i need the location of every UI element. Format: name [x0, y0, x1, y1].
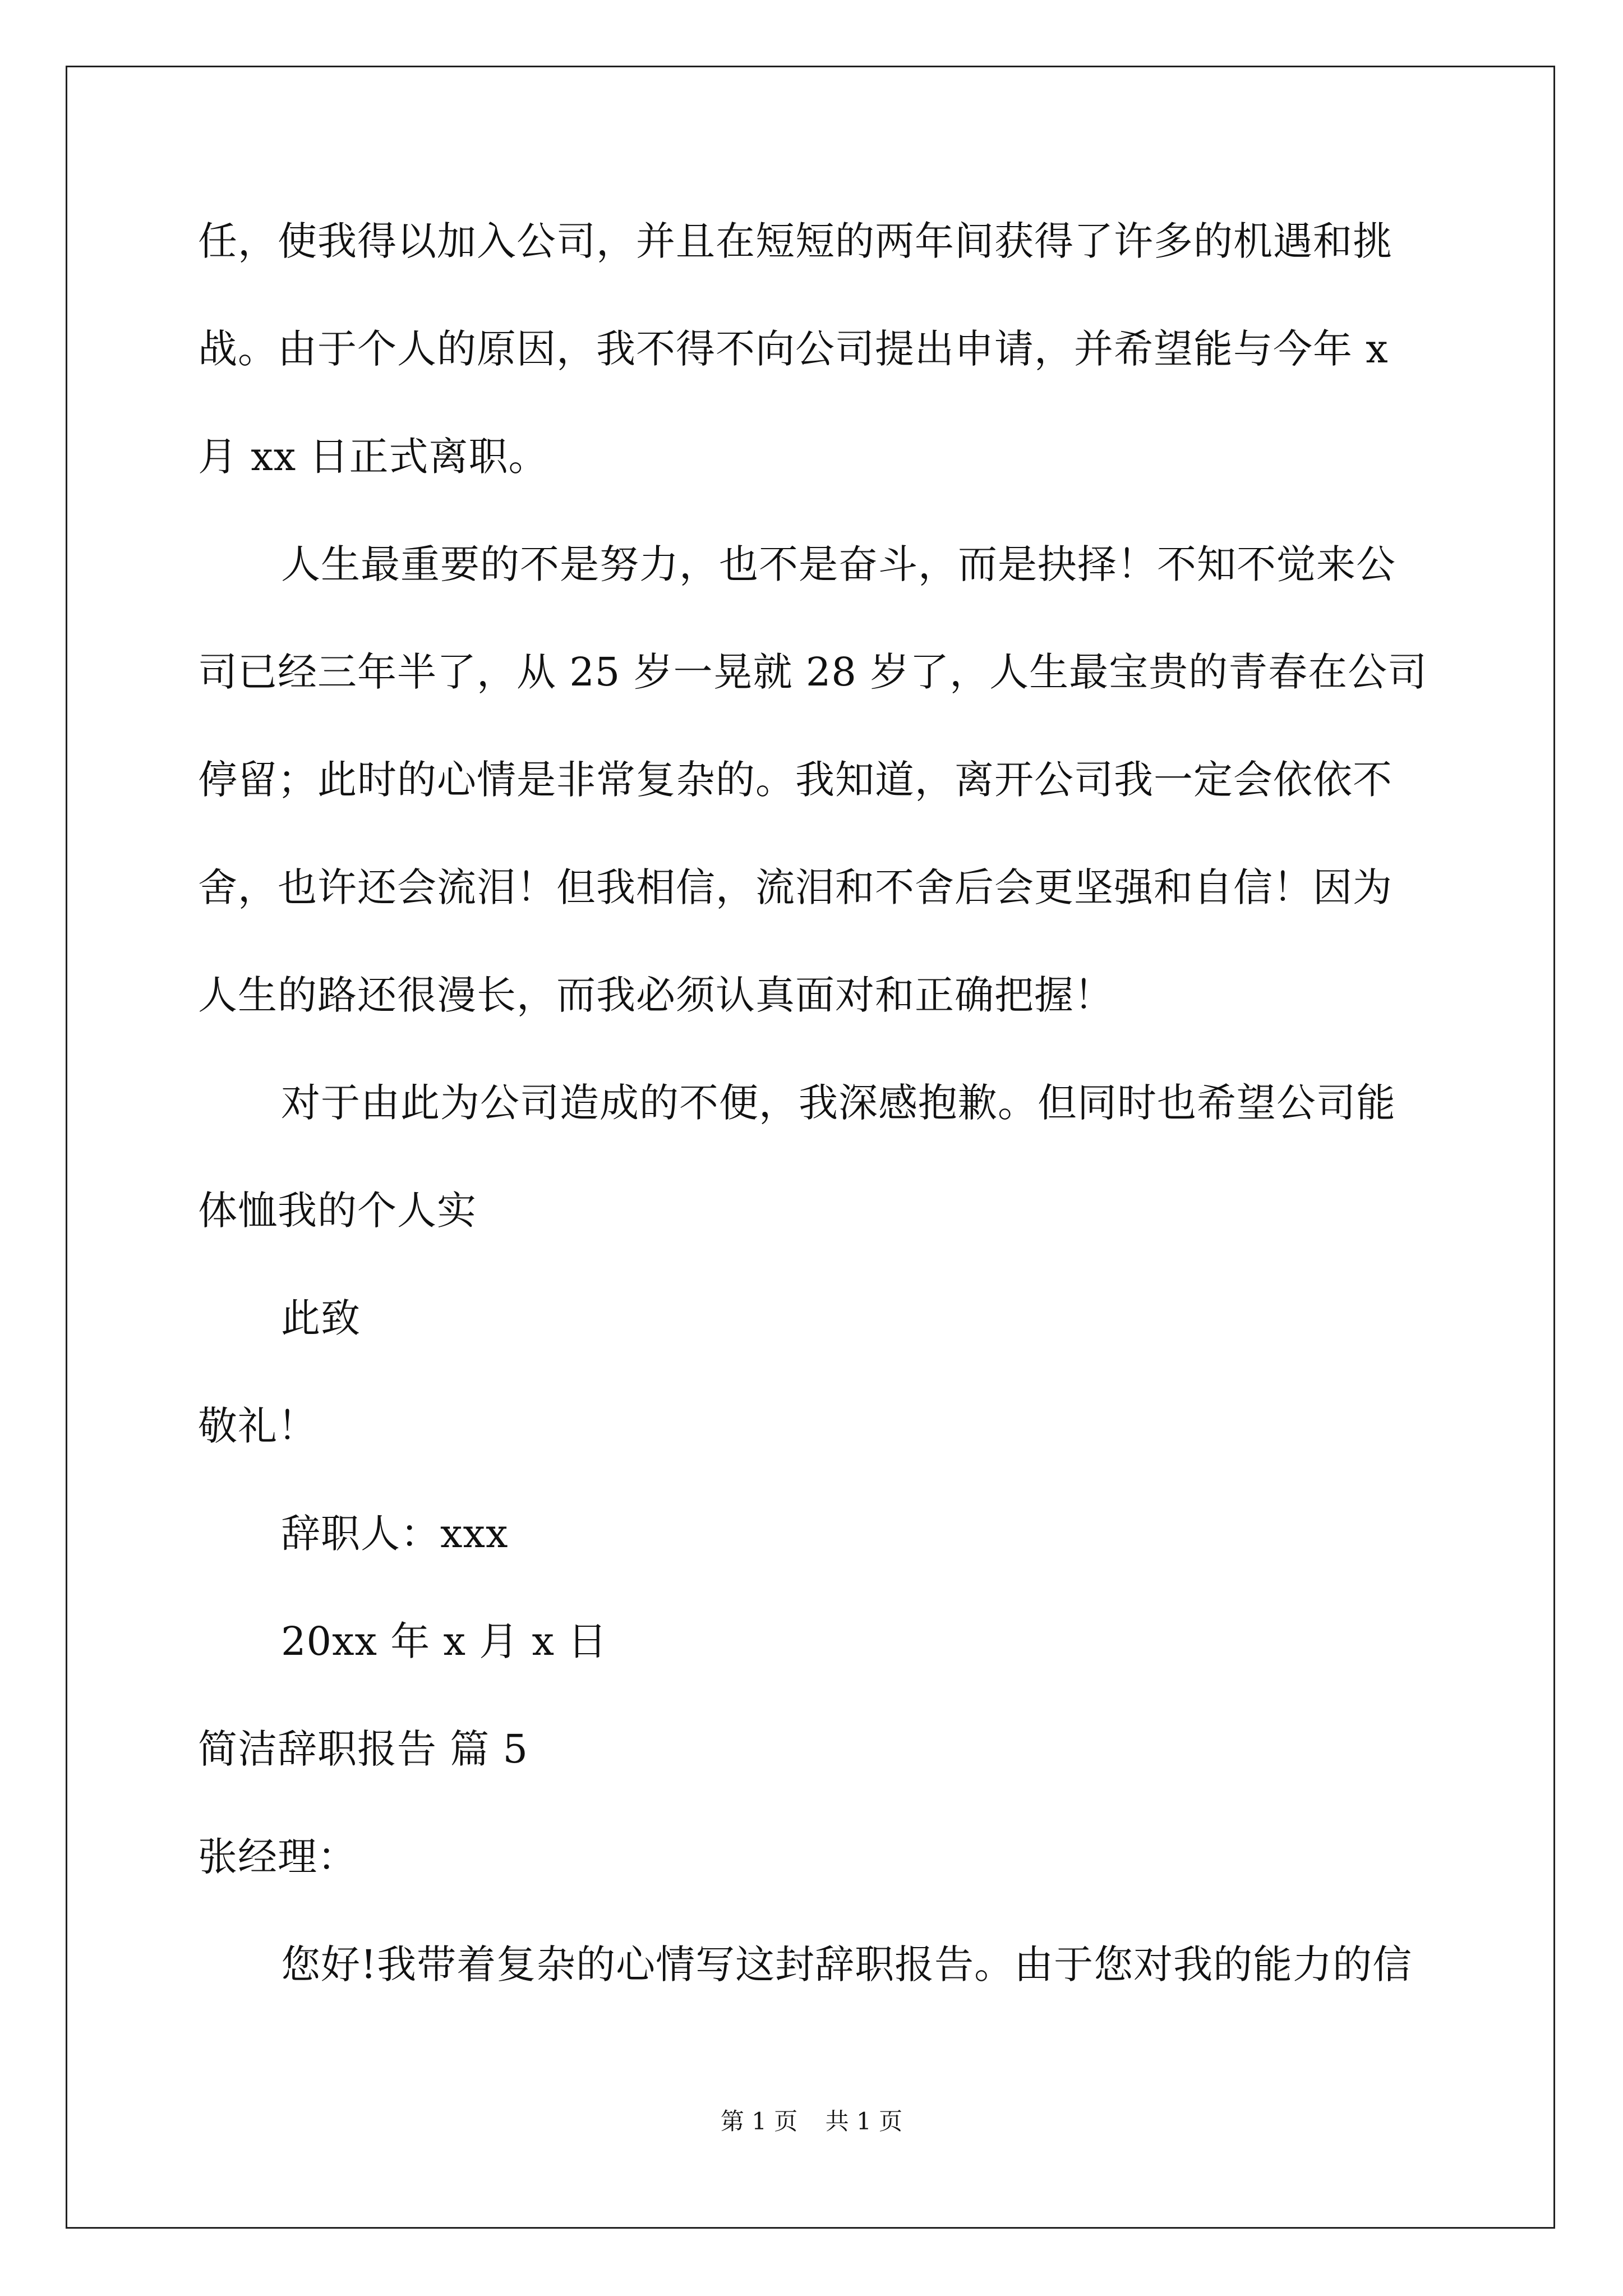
- page-number-total: 共 1 页: [825, 2108, 903, 2135]
- text-line: 体恤我的个人实: [198, 1188, 477, 1234]
- page-number-current: 第 1 页: [720, 2108, 798, 2135]
- section-heading: 简洁辞职报告 篇 5: [198, 1726, 529, 1772]
- text-line: 人生的路还很漫长，而我必须认真面对和正确把握！: [198, 972, 1114, 1018]
- closing-respect: 敬礼！: [198, 1403, 317, 1449]
- text-line: 任，使我得以加入公司，并且在短短的两年间获得了许多的机遇和挑: [198, 218, 1393, 264]
- text-line: 战。由于个人的原因，我不得不向公司提出申请，并希望能与今年 x: [198, 326, 1389, 372]
- recipient-greeting: 张经理：: [198, 1834, 357, 1880]
- text-line: 人生最重要的不是努力，也不是奋斗，而是抉择！不知不觉来公: [281, 541, 1396, 587]
- signature-date: 20xx 年 x 月 x 日: [281, 1618, 608, 1664]
- signature-name: 辞职人：xxx: [281, 1511, 509, 1557]
- page-footer: [0, 2105, 1623, 2138]
- text-line: 舍，也许还会流泪！但我相信，流泪和不舍后会更坚强和自信！因为: [198, 864, 1393, 910]
- text-line: 您好!我带着复杂的心情写这封辞职报告。由于您对我的能力的信: [281, 1941, 1413, 1987]
- text-line: 月 xx 日正式离职。: [198, 434, 548, 480]
- page-border: [66, 66, 1555, 2229]
- text-line: 对于由此为公司造成的不便，我深感抱歉。但同时也希望公司能: [281, 1080, 1396, 1126]
- text-line: 停留；此时的心情是非常复杂的。我知道，离开公司我一定会依依不: [198, 757, 1393, 803]
- text-line: 司已经三年半了，从 25 岁一晃就 28 岁了，人生最宝贵的青春在公司: [198, 649, 1428, 695]
- closing-salutation: 此致: [281, 1295, 361, 1341]
